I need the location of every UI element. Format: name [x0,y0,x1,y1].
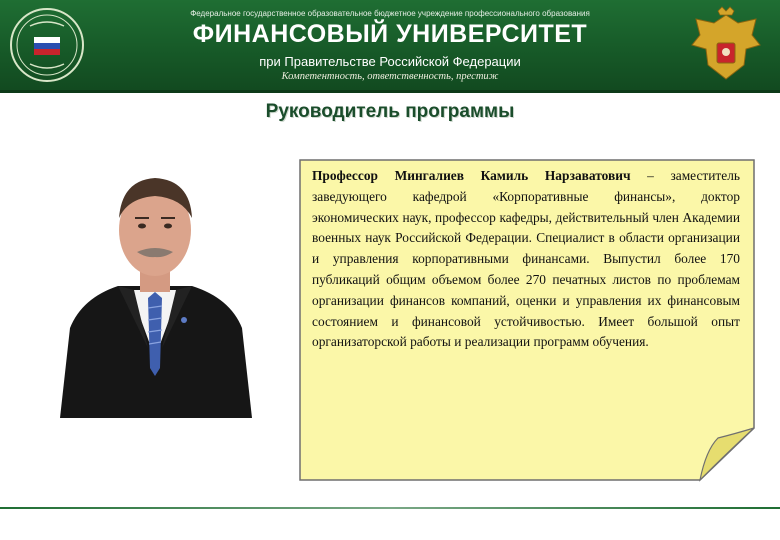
university-subtitle: при Правительстве Российской Федерации [259,54,521,69]
bio-description: – заместитель заведующего кафедрой «Корпоративные финансы», доктор экономических наук, профессор кафедры, действительный член Академии военных наук Российской Федерации. Специалист в области организации и управления корпоративными финансами. Выпустил более 170 публикаций общим объемом более 270 печатных листов по проблемам организации финансов компаний, оценки и управления их финансовым состоянием и финансовой устойчивостью. Имеет большой опыт организаторской работы и реализации программ обучения. [312,168,740,350]
bio-text [312,166,740,353]
university-title: ФИНАНСОВЫЙ УНИВЕРСИТЕТ [192,20,588,48]
russian-coat-of-arms-icon [686,5,766,87]
section-title: Руководитель программы [265,101,515,122]
header-divider [0,90,780,93]
header-top-line: Федеральное государственное образовательное бюджетное учреждение профессионального образования [190,9,590,18]
bio-name: Профессор Мингалиев Камиль Нарзаватович [312,168,631,183]
footer-divider [0,507,780,509]
portrait-photo [52,158,258,418]
university-motto: Компетентность, ответственность, престиж [281,71,499,82]
header-banner [0,0,780,90]
